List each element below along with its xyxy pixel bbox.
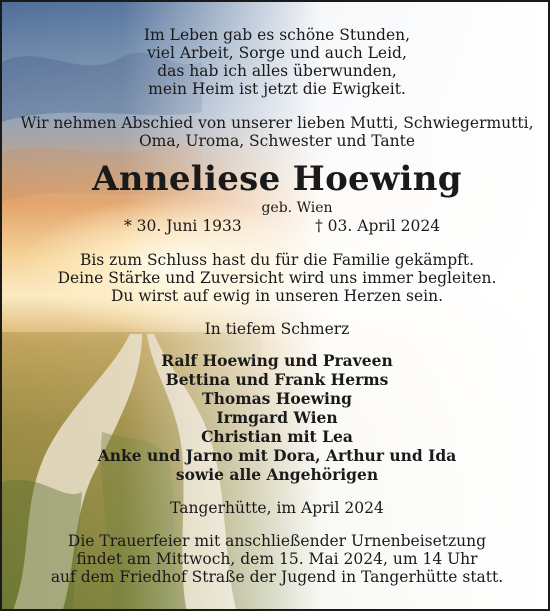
farewell-line: Wir nehmen Abschied von unserer lieben Mutti, Schwiegermutti, bbox=[20, 114, 534, 132]
place-date: Tangerhütte, im April 2024 bbox=[170, 499, 384, 517]
mourner-entry: Bettina und Frank Herms bbox=[165, 370, 389, 389]
service-line: Die Trauerfeier mit anschließender Urnenbeisetzung bbox=[67, 532, 487, 550]
tribute-line: Du wirst auf ewig in unseren Herzen sein. bbox=[110, 287, 443, 305]
birth-date: * 30. Juni 1933 bbox=[124, 217, 242, 235]
farewell-line: Oma, Uroma, Schwester und Tante bbox=[138, 132, 416, 150]
mourner-entry: Ralf Hoewing und Praveen bbox=[161, 351, 393, 370]
mourner-entry: Christian mit Lea bbox=[201, 427, 353, 446]
poem-line: viel Arbeit, Sorge und auch Leid, bbox=[147, 44, 407, 62]
poem-line: Im Leben gab es schöne Stunden, bbox=[143, 26, 411, 44]
poem-line: das hab ich alles überwunden, bbox=[157, 62, 397, 80]
notice-text bbox=[2, 2, 550, 611]
maiden-name: geb. Wien bbox=[261, 200, 333, 216]
grief-line: In tiefem Schmerz bbox=[204, 320, 350, 338]
death-date: † 03. April 2024 bbox=[315, 217, 441, 235]
poem-line: mein Heim ist jetzt die Ewigkeit. bbox=[148, 80, 406, 98]
tribute-line: Deine Stärke und Zuversicht wird uns immer begleiten. bbox=[57, 269, 497, 287]
tribute-line: Bis zum Schluss hast du für die Familie gekämpft. bbox=[79, 251, 475, 269]
service-line: auf dem Friedhof Straße der Jugend in Tangerhütte statt. bbox=[50, 568, 504, 586]
mourner-entry: Irmgard Wien bbox=[216, 408, 338, 427]
mourner-entry: Thomas Hoewing bbox=[202, 389, 352, 408]
mourner-entry: Anke und Jarno mit Dora, Arthur und Ida bbox=[97, 446, 457, 465]
mourner-entry: sowie alle Angehörigen bbox=[175, 465, 379, 484]
deceased-name: Anneliese Hoewing bbox=[92, 159, 462, 199]
service-line: findet am Mittwoch, dem 15. Mai 2024, um 14 Uhr bbox=[76, 550, 478, 568]
